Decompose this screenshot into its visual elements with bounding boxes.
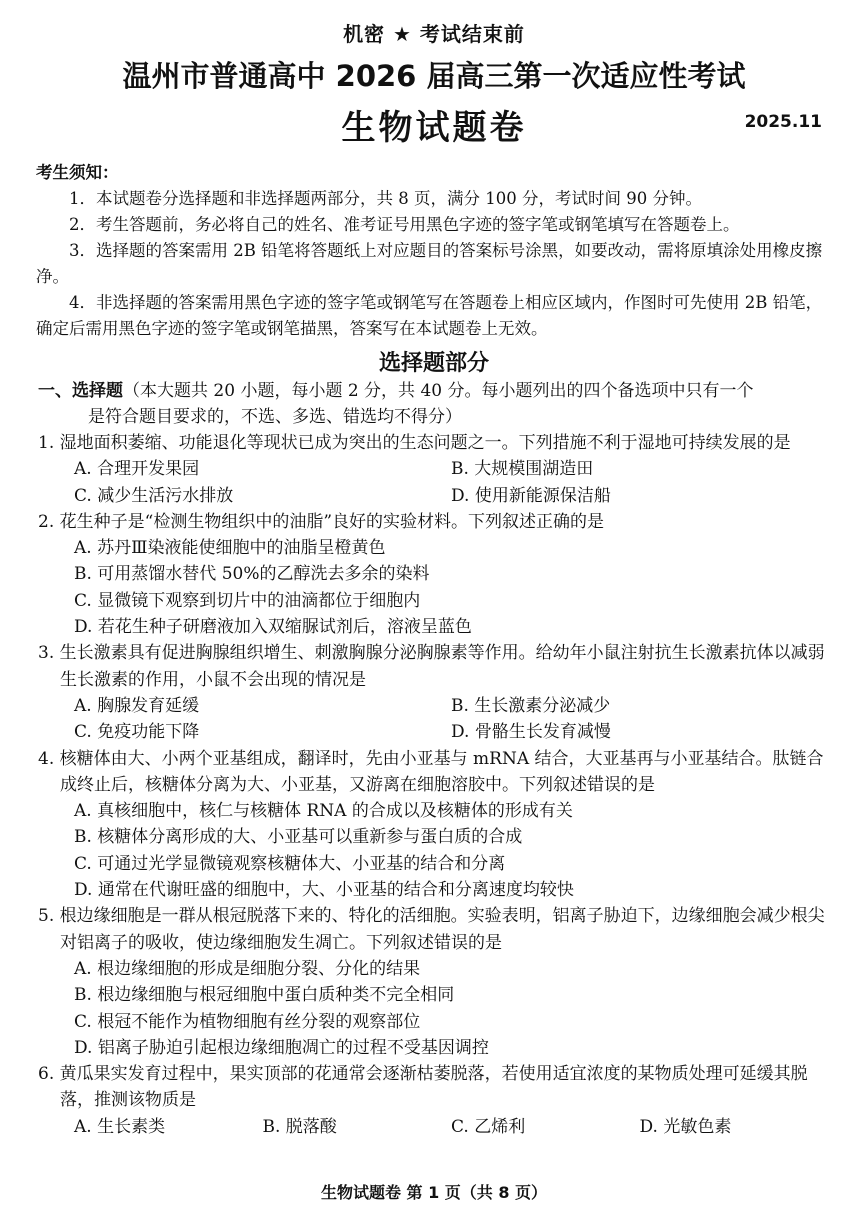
option-c: C. 根冠不能作为植物细胞有丝分裂的观察部位	[74, 1011, 421, 1032]
option-d: D. 使用新能源保洁船	[451, 485, 611, 506]
exam-title: 温州市普通高中 2026 届高三第一次适应性考试	[122, 59, 746, 93]
option-d: D. 光敏色素	[639, 1116, 732, 1137]
part-instructions	[38, 378, 828, 430]
option-b: B. 根边缘细胞与根冠细胞中蛋白质种类不完全相同	[74, 985, 455, 1006]
option-c: C. 减少生活污水排放	[74, 485, 234, 506]
question-stem: 5. 根边缘细胞是一群从根冠脱落下来的、特化的活细胞。实验表明，铝离子胁迫下，边缘细胞会减少根尖对铝离子的吸收，使边缘细胞发生凋亡。下列叙述错误的是	[38, 906, 825, 953]
part-desc-cont: 是符合题目要求的，不选、多选、错选均不得分）	[88, 407, 462, 427]
confidential-label: 机密 ★ 考试结束前	[343, 22, 525, 46]
option-c: C. 显微镜下观察到切片中的油滴都位于细胞内	[74, 590, 421, 611]
notice-item: 2．考生答题前，务必将自己的姓名、准考证号用黑色字迹的签字笔或钢笔填写在答题卷上。	[69, 215, 740, 234]
option-c: C. 乙烯利	[451, 1116, 526, 1137]
option-b: B. 核糖体分离形成的大、小亚基可以重新参与蛋白质的合成	[74, 827, 523, 848]
option-b: B. 大规模围湖造田	[451, 459, 594, 480]
option-a: A. 胸腺发育延缓	[74, 695, 200, 716]
option-a: A. 真核细胞中，核仁与核糖体 RNA 的合成以及核糖体的形成有关	[74, 801, 573, 822]
option-d: D. 通常在代谢旺盛的细胞中，大、小亚基的结合和分离速度均较快	[74, 880, 574, 901]
question-3	[38, 640, 828, 745]
notice-item: 3．选择题的答案需用 2B 铅笔将答题纸上对应题目的答案标号涂黑，如要改动，需将原填涂处用橡皮擦净。	[36, 241, 823, 286]
paper-subject-title: 生物试题卷	[341, 108, 527, 148]
notice-title: 考生须知：	[36, 163, 119, 182]
option-b: B. 脱落酸	[262, 1116, 337, 1137]
option-a: A. 苏丹Ⅲ染液能使细胞中的油脂呈橙黄色	[74, 538, 386, 559]
question-6	[38, 1061, 828, 1140]
exam-date: 2025.11	[744, 112, 822, 132]
option-a: A. 合理开发果园	[74, 459, 200, 480]
option-b: B. 可用蒸馏水替代 50%的乙醇洗去多余的染料	[74, 564, 430, 585]
question-stem: 1. 湿地面积萎缩、功能退化等现状已成为突出的生态问题之一。下列措施不利于湿地可持续发展的是	[38, 433, 791, 453]
question-stem: 6. 黄瓜果实发育过程中，果实顶部的花通常会逐渐枯萎脱落，若使用适宜浓度的某物质处理可延缓其脱落，推测该物质是	[38, 1064, 808, 1111]
option-c: C. 免疫功能下降	[74, 722, 200, 743]
part-lead: 一、选择题	[38, 381, 123, 401]
option-d: D. 若花生种子研磨液加入双缩脲试剂后，溶液呈蓝色	[74, 617, 472, 638]
option-a: A. 根边缘细胞的形成是细胞分裂、分化的结果	[74, 958, 421, 979]
page-footer: 生物试题卷 第 1 页（共 8 页）	[320, 1183, 548, 1202]
option-d: D. 铝离子胁迫引起根边缘细胞凋亡的过程不受基因调控	[74, 1037, 489, 1058]
question-stem: 3. 生长激素具有促进胸腺组织增生、刺激胸腺分泌胸腺素等作用。给幼年小鼠注射抗生长激素抗体以减弱生长激素的作用，小鼠不会出现的情况是	[38, 643, 825, 690]
notice-item: 1．本试题卷分选择题和非选择题两部分，共 8 页，满分 100 分，考试时间 90 分钟。	[69, 189, 702, 208]
question-5	[38, 903, 828, 1061]
question-2	[38, 509, 828, 640]
question-stem: 2. 花生种子是“检测生物组织中的油脂”良好的实验材料。下列叙述正确的是	[38, 511, 605, 532]
part-desc: （本大题共 20 小题，每小题 2 分，共 40 分。每小题列出的四个备选项中只有一个	[123, 381, 754, 401]
candidate-notice	[36, 160, 826, 342]
option-c: C. 可通过光学显微镜观察核糖体大、小亚基的结合和分离	[74, 853, 506, 874]
option-a: A. 生长素类	[74, 1116, 166, 1137]
notice-item: 4．非选择题的答案需用黑色字迹的签字笔或钢笔写在答题卷上相应区域内，作图时可先使用 2B 铅笔，确定后需用黑色字迹的签字笔或钢笔描黑，答案写在本试题卷上无效。	[36, 293, 823, 338]
section-title: 选择题部分	[378, 351, 489, 376]
question-1	[38, 430, 828, 509]
question-stem: 4. 核糖体由大、小两个亚基组成，翻译时，先由小亚基与 mRNA 结合，大亚基再与小亚基结合。肽链合成终止后，核糖体分离为大、小亚基，又游离在细胞溶胶中。下列叙述错误的是	[38, 748, 824, 795]
question-4	[38, 746, 828, 904]
question-list	[38, 430, 828, 1140]
option-d: D. 骨骼生长发育减慢	[451, 722, 611, 743]
option-b: B. 生长激素分泌减少	[451, 695, 611, 716]
